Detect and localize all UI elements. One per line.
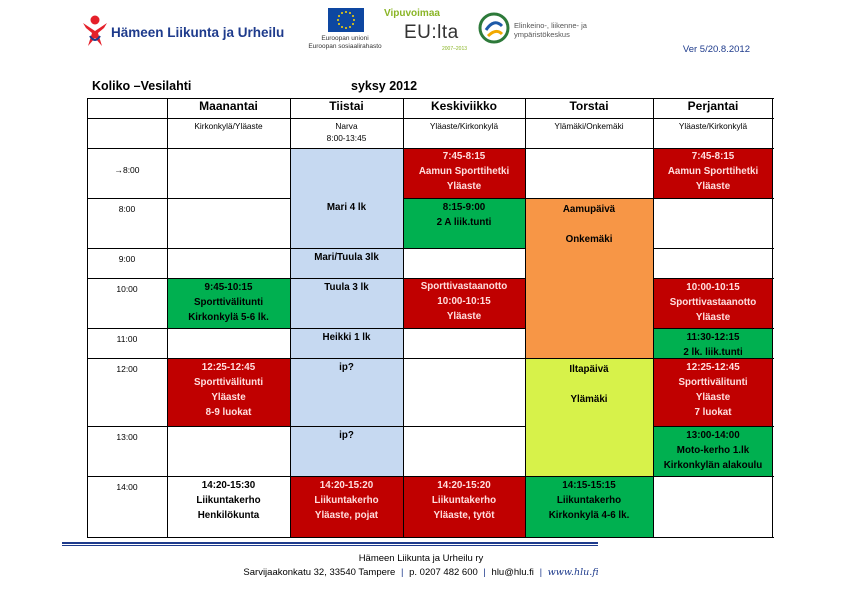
schedule-event-tue-5 — [290, 358, 403, 426]
grid-line — [87, 248, 168, 249]
event-line: Yläaste — [695, 181, 731, 192]
event-line: Heikki 1 lk — [322, 332, 371, 343]
event-line: Yläaste, tytöt — [433, 510, 495, 521]
schedule-event-wed-1 — [403, 198, 525, 248]
day-name: Maanantai — [199, 99, 258, 113]
event-line: Kirkonkylän alakoulu — [663, 460, 763, 471]
ely-swirl-icon — [478, 12, 510, 44]
event-line: Yläaste, pojat — [314, 510, 379, 521]
event-line: 9:45-10:15 — [204, 282, 253, 293]
day-name: Perjantai — [687, 99, 739, 113]
hlu-logo-text: Hämeen Liikunta ja Urheilu — [111, 25, 285, 40]
ely-caption — [514, 21, 587, 39]
event-line — [525, 217, 653, 232]
event-line: 12:25-12:45 — [686, 362, 740, 373]
event-line: Tuula 3 lk — [324, 282, 369, 293]
schedule-event-tue-7 — [290, 476, 403, 538]
day-location-4 — [525, 118, 653, 148]
day-location-1 — [167, 118, 290, 148]
grid-line — [87, 426, 168, 427]
schedule-event-mon-3 — [167, 278, 290, 328]
grid-line — [403, 278, 526, 279]
schedule-event-fri-0 — [653, 148, 773, 198]
time-slot — [87, 358, 167, 426]
footer-phone: p. 0207 482 600 — [409, 567, 478, 578]
schedule-event-fri-6 — [653, 426, 773, 476]
event-line: 11:30-12:15 — [686, 332, 740, 343]
vipuvoimaa-title: Vipuvoimaa — [384, 8, 440, 19]
schedule-event-tue-4 — [290, 328, 403, 358]
event-line: 7:45-8:15 — [442, 151, 486, 162]
grid-line — [290, 358, 404, 359]
grid-line — [653, 328, 774, 329]
grid-line — [653, 278, 774, 279]
schedule-event-fri-4 — [653, 328, 773, 358]
vipuvoimaa-small: 2007–2013 — [442, 46, 468, 52]
day-location: Ylämäki/Onkemäki — [554, 121, 624, 131]
grid-line — [87, 358, 168, 359]
ely-caption-line2: ympäristökeskus — [514, 30, 570, 39]
event-line: Ylämäki — [570, 394, 608, 405]
schedule-event-mon-7 — [167, 476, 290, 538]
time-slot — [87, 278, 167, 328]
event-line: 14:15-15:15 — [562, 480, 616, 491]
grid-line — [87, 198, 168, 199]
ely-logo — [478, 12, 608, 48]
day-name: Keskiviikko — [430, 99, 498, 113]
day-header-1 — [167, 98, 290, 118]
grid-line — [87, 328, 168, 329]
grid-line — [653, 198, 774, 199]
grid-line — [525, 148, 654, 149]
time-label: 11:00 — [116, 334, 138, 344]
event-line: Sporttivastaanotto — [420, 281, 508, 292]
event-line: Aamun Sporttihetki — [667, 166, 759, 177]
event-line: Moto-kerho 1.lk — [676, 445, 750, 456]
time-slot — [87, 476, 167, 538]
day-name: Torstai — [569, 99, 609, 113]
event-line: 7:45-8:15 — [691, 151, 735, 162]
time-label: 8:00 — [118, 204, 136, 214]
schedule-event-wed-0 — [403, 148, 525, 198]
grid-line — [290, 148, 404, 149]
schedule-event-wed-3 — [403, 278, 525, 328]
grid-line — [290, 476, 404, 477]
grid-line — [525, 98, 526, 538]
grid-line — [167, 148, 291, 149]
grid-line — [290, 98, 291, 538]
grid-line — [403, 198, 526, 199]
event-line: ip? — [339, 430, 354, 441]
season-title: syksy 2012 — [351, 79, 418, 93]
event-line: 14:20-15:30 — [201, 480, 256, 491]
time-label: →8:00 — [114, 165, 140, 175]
day-header-2 — [290, 98, 403, 118]
time-label: 14:00 — [116, 482, 138, 492]
grid-line — [653, 98, 654, 538]
schedule-event-fri-5 — [653, 358, 773, 426]
event-line: 10:00-10:15 — [437, 296, 491, 307]
event-line: Henkilökunta — [197, 510, 260, 521]
grid-line — [167, 328, 291, 329]
event-line: Yläaste — [211, 392, 246, 403]
footer-address: Sarvijaakonkatu 32, 33540 Tampere — [243, 567, 396, 578]
time-slot — [87, 198, 167, 248]
eu-caption-line2: Euroopan sosiaalirahasto — [308, 43, 382, 50]
schedule-event-thu-pm — [525, 358, 653, 476]
footer-website-link[interactable]: www.hlu.fi — [547, 567, 599, 578]
event-line: 8-9 luokat — [205, 407, 252, 418]
footer-contact — [0, 567, 842, 578]
event-line: Liikuntakerho — [196, 495, 261, 506]
grid-line — [167, 358, 291, 359]
vipuvoimaa-logo — [384, 8, 474, 58]
grid-line — [525, 476, 654, 477]
schedule-event-mon-5 — [167, 358, 290, 426]
schedule-event-fri-3 — [653, 278, 773, 328]
event-line: Iltapäivä — [569, 364, 609, 375]
grid-line — [290, 328, 404, 329]
footer-separator: | — [400, 567, 404, 578]
grid-line — [403, 248, 526, 249]
athlete-figure-icon — [82, 14, 108, 48]
event-line: 7 luokat — [694, 407, 732, 418]
grid-line — [525, 358, 654, 359]
grid-line — [167, 248, 291, 249]
event-line: Sporttivälitunti — [193, 377, 264, 388]
grid-line — [403, 358, 526, 359]
event-line: 14:20-15:20 — [437, 480, 491, 491]
grid-line — [653, 248, 774, 249]
grid-line — [403, 148, 526, 149]
grid-line — [87, 118, 774, 119]
footer-separator: | — [539, 567, 543, 578]
schedule-event-tue-3 — [290, 278, 403, 328]
event-line: Liikuntakerho — [556, 495, 622, 506]
event-line: Yläaste — [446, 311, 482, 322]
day-location: Yläaste/Kirkonkylä — [429, 121, 499, 131]
event-line: Mari 4 lk — [326, 202, 367, 213]
ely-caption-line1: Elinkeino-, liikenne- ja — [514, 21, 587, 30]
time-slot — [87, 328, 167, 358]
footer-email[interactable]: hlu@hlu.fi — [491, 567, 534, 578]
day-location-3 — [403, 118, 525, 148]
hlu-logo — [82, 14, 285, 54]
grid-line — [290, 248, 404, 249]
event-line: Liikuntakerho — [431, 495, 497, 506]
footer-divider-thin — [62, 545, 598, 546]
grid-line — [403, 328, 526, 329]
event-line: 8:15-9:00 — [442, 202, 486, 213]
version-label: Ver 5/20.8.2012 — [682, 44, 750, 55]
schedule-event-tue-6 — [290, 426, 403, 476]
event-line — [525, 377, 653, 392]
grid-line — [167, 426, 291, 427]
time-slot — [87, 248, 167, 278]
event-line: Liikuntakerho — [314, 495, 379, 506]
event-line: Kirkonkylä 5-6 lk. — [188, 312, 269, 323]
footer-divider — [62, 542, 598, 544]
event-line: Kirkonkylä 4-6 lk. — [548, 510, 630, 521]
schedule-event-tue-2 — [290, 248, 403, 278]
event-line: Sporttivälitunti — [678, 377, 748, 388]
grid-line — [772, 98, 773, 538]
day-header-4 — [525, 98, 653, 118]
event-line: 14:20-15:20 — [319, 480, 374, 491]
time-label: 12:00 — [116, 364, 138, 374]
event-line: Yläaste — [695, 392, 731, 403]
day-location: Kirkonkylä/Yläaste — [194, 121, 263, 131]
day-header-3 — [403, 98, 525, 118]
event-line: Sporttivastaanotto — [669, 297, 757, 308]
grid-line — [403, 426, 526, 427]
grid-line — [167, 98, 168, 538]
day-location: Narva — [335, 121, 358, 131]
schedule-table — [87, 98, 773, 538]
event-line: Sporttivälitunti — [193, 297, 264, 308]
grid-line — [653, 358, 774, 359]
event-line: Yläaste — [695, 312, 731, 323]
grid-line — [653, 426, 774, 427]
grid-line — [167, 476, 291, 477]
event-line: ip? — [339, 362, 354, 373]
grid-line — [87, 98, 88, 538]
time-label: 9:00 — [118, 254, 136, 264]
time-slot — [87, 148, 167, 198]
event-line: 2 A liik.tunti — [436, 217, 492, 228]
day-hours: 8:00-13:45 — [326, 133, 367, 143]
footer-separator: | — [483, 567, 486, 578]
grid-line — [290, 278, 404, 279]
grid-line — [653, 476, 774, 477]
schedule-event-wed-7 — [403, 476, 525, 538]
event-line: 13:00-14:00 — [686, 430, 740, 441]
day-header-5 — [653, 98, 773, 118]
eu-caption-line1: Euroopan unioni — [321, 35, 369, 42]
grid-line — [403, 476, 526, 477]
day-location: Yläaste/Kirkonkylä — [678, 121, 748, 131]
grid-line — [167, 278, 291, 279]
event-line: Mari/Tuula 3lk — [314, 252, 379, 263]
footer-org-name: Hämeen Liikunta ja Urheilu ry — [358, 553, 484, 564]
day-location-2 — [290, 118, 403, 148]
event-line: 10:00-10:15 — [686, 282, 740, 293]
event-line: 2 lk. liik.tunti — [683, 347, 743, 358]
time-label: 13:00 — [116, 432, 138, 442]
day-location-5 — [653, 118, 773, 148]
grid-line — [87, 98, 774, 99]
school-title: Koliko –Vesilahti — [92, 79, 192, 93]
event-line: 12:25-12:45 — [201, 362, 256, 373]
event-line: Onkemäki — [565, 234, 613, 245]
day-name: Tiistai — [329, 99, 364, 113]
grid-line — [525, 198, 654, 199]
time-slot — [87, 426, 167, 476]
schedule-event-thu-am — [525, 198, 653, 358]
grid-line — [87, 476, 168, 477]
grid-line — [290, 426, 404, 427]
event-line: Yläaste — [446, 181, 482, 192]
grid-line — [87, 537, 774, 538]
event-line: Aamun Sporttihetki — [418, 166, 510, 177]
grid-line — [87, 148, 168, 149]
grid-line — [653, 148, 774, 149]
eu-flag-icon — [328, 8, 364, 32]
vipuvoimaa-main: EU:lta — [404, 22, 459, 43]
grid-line — [403, 98, 404, 538]
time-label: 10:00 — [116, 284, 138, 294]
schedule-event-tue-1 — [290, 198, 403, 248]
schedule-event-thu-7 — [525, 476, 653, 538]
grid-line — [167, 198, 291, 199]
event-line: Aamupäivä — [562, 204, 616, 215]
grid-line — [87, 278, 168, 279]
